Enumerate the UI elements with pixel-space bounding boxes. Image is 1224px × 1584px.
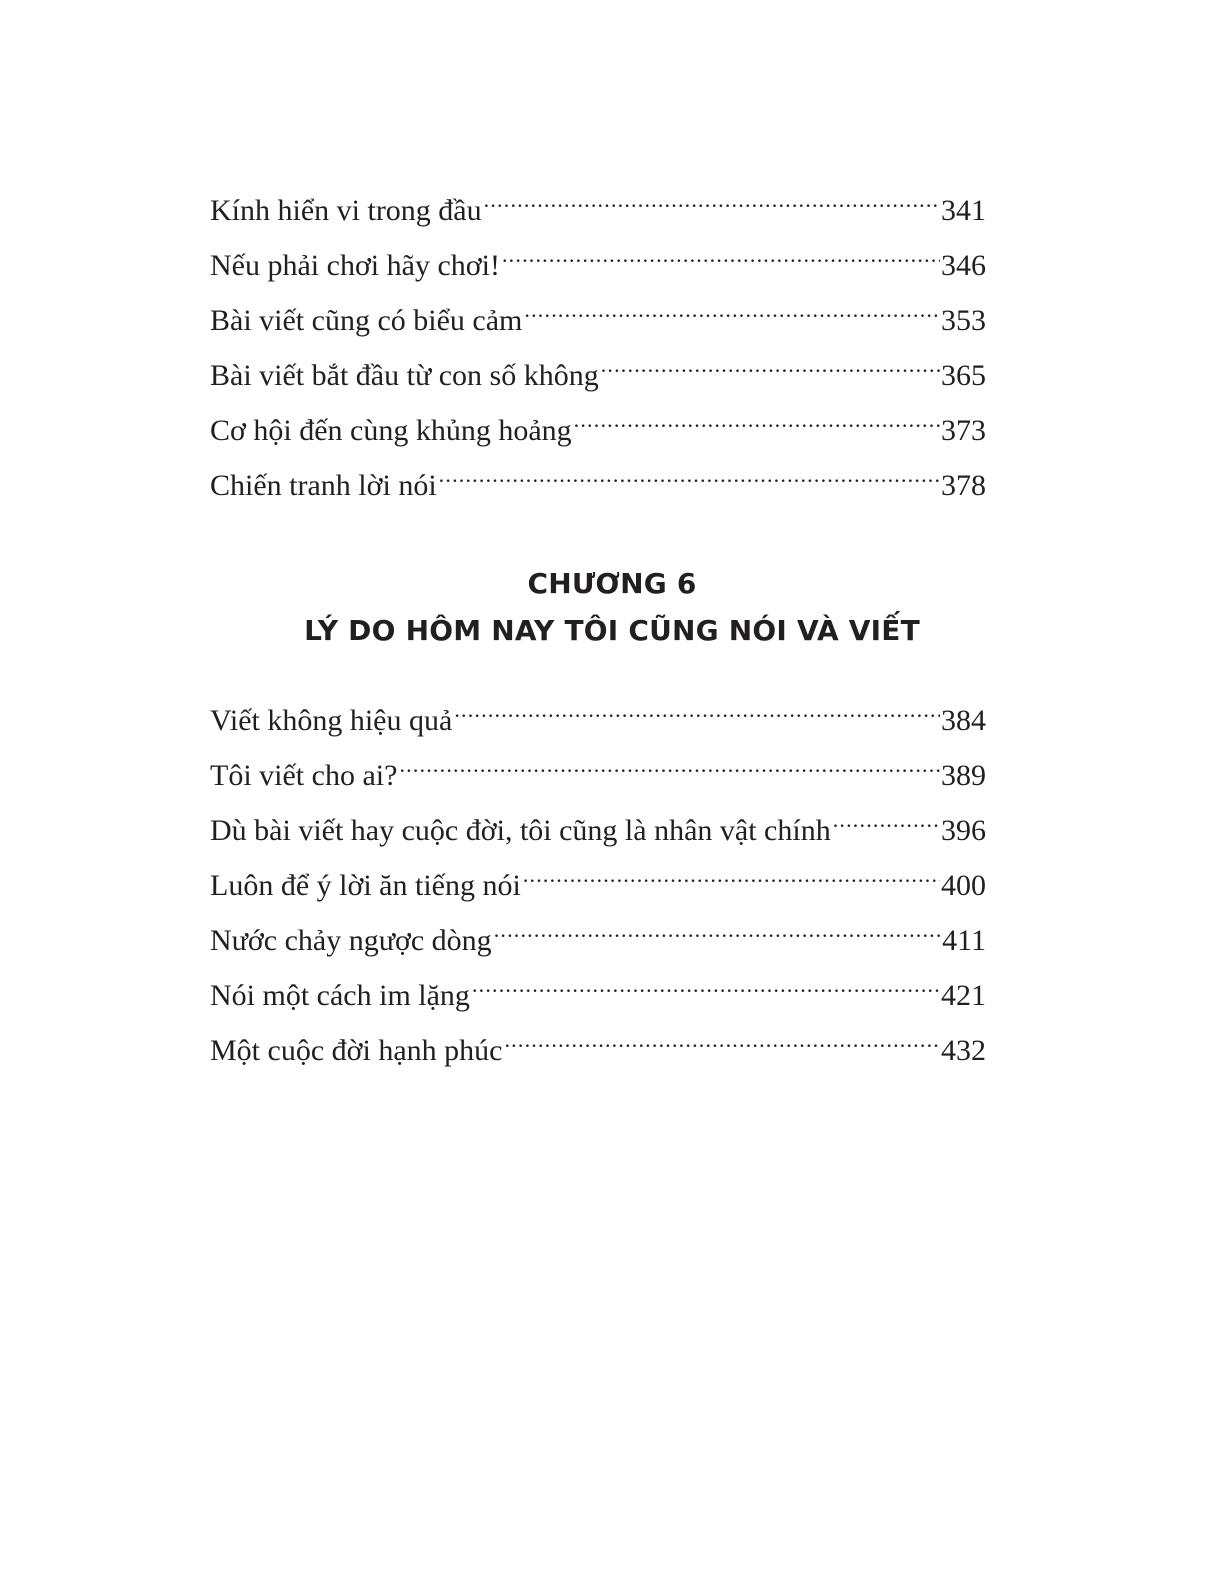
toc-list-chapter-6 [210, 684, 986, 1069]
toc-entry-page: 411 [942, 924, 986, 957]
toc-entry[interactable] [210, 284, 986, 339]
dot-leader [504, 1014, 940, 1060]
toc-entry-title: Nói một cách im lặng [210, 979, 470, 1012]
dot-leader [439, 449, 940, 495]
chapter-heading [0, 560, 1224, 654]
toc-entry-page: 396 [941, 814, 986, 847]
toc-entry[interactable] [210, 849, 986, 904]
toc-entry-page: 421 [941, 979, 986, 1012]
toc-entry-page: 378 [941, 469, 986, 502]
toc-entry-page: 346 [941, 249, 986, 282]
dot-leader [454, 684, 940, 730]
toc-entry-page: 389 [941, 759, 986, 792]
toc-entry[interactable] [210, 684, 986, 739]
toc-entry[interactable] [210, 394, 986, 449]
toc-entry-title: Bài viết bắt đầu từ con số không [210, 359, 599, 392]
toc-entry-title: Viết không hiệu quả [210, 704, 453, 737]
toc-entry-page: 373 [941, 414, 986, 447]
dot-leader [399, 739, 940, 785]
toc-entry[interactable] [210, 339, 986, 394]
toc-entry-title: Bài viết cũng có biểu cảm [210, 304, 523, 337]
toc-entry[interactable] [210, 904, 986, 959]
dot-leader [574, 394, 940, 440]
toc-entry-title: Chiến tranh lời nói [210, 469, 437, 502]
dot-leader [502, 229, 940, 275]
toc-entry[interactable] [210, 739, 986, 794]
dot-leader [601, 339, 940, 385]
dot-leader [472, 959, 940, 1005]
toc-entry-title: Nếu phải chơi hãy chơi! [210, 249, 500, 282]
toc-entry-page: 384 [941, 704, 986, 737]
dot-leader [524, 284, 940, 330]
toc-entry[interactable] [210, 229, 986, 284]
toc-entry[interactable] [210, 959, 986, 1014]
toc-entry-page: 400 [941, 869, 986, 902]
chapter-number: CHƯƠNG 6 [527, 567, 697, 600]
toc-entry[interactable] [210, 449, 986, 504]
toc-entry-page: 432 [941, 1034, 986, 1067]
toc-entry-title: Nước chảy ngược dòng [210, 924, 492, 957]
dot-leader [523, 849, 940, 895]
dot-leader [494, 904, 941, 950]
toc-entry-page: 365 [941, 359, 986, 392]
toc-list-previous-chapter [210, 174, 986, 504]
toc-entry-title: Kính hiển vi trong đầu [210, 194, 482, 227]
toc-entry[interactable] [210, 794, 986, 849]
toc-entry-title: Tôi viết cho ai? [210, 759, 398, 792]
toc-entry[interactable] [210, 1014, 986, 1069]
toc-entry[interactable] [210, 174, 986, 229]
toc-entry-title: Cơ hội đến cùng khủng hoảng [210, 414, 572, 447]
toc-entry-title: Dù bài viết hay cuộc đời, tôi cũng là nhân vật chính [210, 814, 831, 847]
chapter-title: LÝ DO HÔM NAY TÔI CŨNG NÓI VÀ VIẾT [304, 614, 920, 647]
toc-entry-title: Một cuộc đời hạnh phúc [210, 1034, 503, 1067]
dot-leader [833, 794, 940, 840]
toc-entry-page: 353 [941, 304, 986, 337]
toc-entry-title: Luôn để ý lời ăn tiếng nói [210, 869, 521, 902]
toc-entry-page: 341 [941, 194, 986, 227]
dot-leader [484, 174, 940, 220]
